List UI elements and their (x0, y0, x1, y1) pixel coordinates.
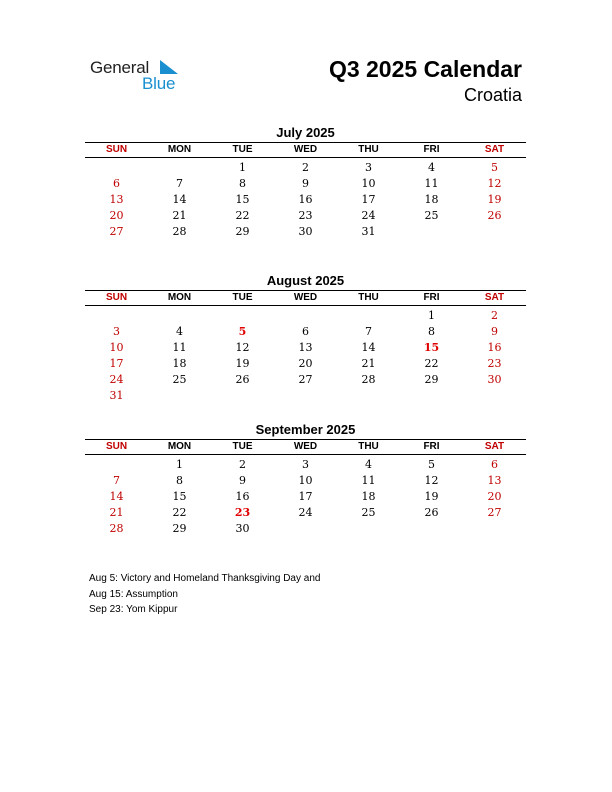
day-cell: 5 (491, 161, 498, 174)
day-cell: 28 (361, 373, 376, 386)
day-cell: 25 (172, 373, 187, 386)
week-row (85, 176, 526, 192)
week-row (85, 308, 526, 324)
page-subtitle: Croatia (463, 85, 522, 105)
day-cell: 18 (424, 193, 439, 206)
day-cell: 18 (172, 357, 187, 370)
day-cell: 18 (361, 490, 376, 503)
day-cell: 31 (361, 225, 376, 238)
week-row (85, 521, 526, 537)
day-cell: 3 (302, 458, 309, 471)
day-cell: 12 (487, 177, 502, 190)
day-cell: 14 (172, 193, 187, 206)
day-cell: 23 (298, 209, 313, 222)
day-header-sun: SUN (105, 292, 128, 303)
day-cell: 12 (424, 474, 439, 487)
day-cell: 29 (172, 522, 187, 535)
day-cell: 14 (109, 490, 124, 503)
week-row (85, 324, 526, 340)
day-header-thu: THU (358, 144, 379, 155)
day-cell: 6 (491, 458, 498, 471)
day-header-row (85, 439, 526, 455)
day-header-wed: WED (293, 441, 318, 452)
day-cell: 26 (424, 506, 439, 519)
day-cell: 29 (235, 225, 250, 238)
empty-day-cell (463, 224, 526, 240)
day-cell: 25 (361, 506, 376, 519)
week-row (85, 192, 526, 208)
day-cell: 24 (298, 506, 313, 519)
empty-day-cell (337, 388, 400, 404)
day-cell: 13 (298, 341, 313, 354)
week-row (85, 457, 526, 473)
day-cell: 25 (424, 209, 439, 222)
day-cell: 7 (365, 325, 372, 338)
day-cell: 28 (109, 522, 124, 535)
day-header-tue: TUE (232, 441, 253, 452)
day-cell: 19 (424, 490, 439, 503)
week-row (85, 489, 526, 505)
day-cell: 6 (302, 325, 309, 338)
week-row (85, 340, 526, 356)
holiday-note: Aug 15: Assumption (89, 588, 178, 600)
day-cell: 26 (235, 373, 250, 386)
day-cell: 28 (172, 225, 187, 238)
day-cell: 10 (109, 341, 124, 354)
day-cell: 24 (109, 373, 124, 386)
day-cell: 21 (109, 506, 124, 519)
day-cell: 1 (239, 161, 246, 174)
day-cell: 4 (428, 161, 435, 174)
day-header-fri: FRI (423, 292, 440, 303)
day-cell: 12 (235, 341, 250, 354)
day-cell: 30 (235, 522, 250, 535)
week-row (85, 356, 526, 372)
month-grid (85, 455, 526, 537)
day-cell: 10 (298, 474, 313, 487)
day-cell: 8 (239, 177, 246, 190)
day-header-sun: SUN (105, 441, 128, 452)
day-header-thu: THU (358, 292, 379, 303)
empty-day-cell (337, 521, 400, 537)
month-grid (85, 158, 526, 240)
day-cell: 17 (109, 357, 124, 370)
day-cell: 2 (491, 309, 498, 322)
empty-day-cell (463, 521, 526, 537)
empty-day-cell (337, 308, 400, 324)
week-row (85, 473, 526, 489)
day-header-fri: FRI (423, 144, 440, 155)
day-cell: 23 (487, 357, 502, 370)
month-grid (85, 306, 526, 404)
day-cell: 11 (361, 474, 376, 487)
day-cell: 4 (365, 458, 372, 471)
day-header-sat: SAT (484, 144, 505, 155)
empty-day-cell (274, 388, 337, 404)
empty-day-cell (85, 160, 148, 176)
empty-day-cell (463, 388, 526, 404)
day-header-sat: SAT (484, 441, 505, 452)
logo (90, 58, 190, 94)
day-cell: 14 (361, 341, 376, 354)
day-cell: 3 (113, 325, 120, 338)
day-header-wed: WED (293, 144, 318, 155)
week-row (85, 208, 526, 224)
month-title: September 2025 (255, 422, 356, 437)
holiday-note: Aug 5: Victory and Homeland Thanksgiving Day and (89, 573, 321, 584)
day-header-mon: MON (167, 292, 192, 303)
day-cell: 3 (365, 161, 372, 174)
month-september (85, 421, 526, 537)
day-cell: 19 (235, 357, 250, 370)
holiday-notes (89, 571, 320, 618)
empty-day-cell (274, 521, 337, 537)
day-cell: 9 (491, 325, 498, 338)
month-july (85, 124, 526, 240)
day-header-sat: SAT (484, 292, 505, 303)
day-cell: 22 (235, 209, 250, 222)
empty-day-cell (148, 160, 211, 176)
empty-day-cell (211, 308, 274, 324)
day-cell: 24 (361, 209, 376, 222)
month-title: July 2025 (276, 125, 335, 140)
day-cell: 2 (302, 161, 309, 174)
day-cell: 30 (298, 225, 313, 238)
day-cell: 17 (298, 490, 313, 503)
day-cell: 21 (361, 357, 376, 370)
week-row (85, 372, 526, 388)
day-cell: 27 (298, 373, 313, 386)
day-cell: 2 (239, 458, 246, 471)
day-cell: 1 (428, 309, 435, 322)
day-cell: 22 (172, 506, 187, 519)
day-header-mon: MON (167, 144, 192, 155)
day-cell: 4 (176, 325, 183, 338)
day-header-mon: MON (167, 441, 192, 452)
day-cell: 13 (109, 193, 124, 206)
day-cell: 27 (487, 506, 502, 519)
month-august (85, 272, 526, 404)
day-cell: 13 (487, 474, 502, 487)
logo-word-general: General (90, 58, 150, 77)
day-cell: 19 (487, 193, 502, 206)
day-header-tue: TUE (232, 144, 253, 155)
empty-day-cell (148, 388, 211, 404)
day-header-sun: SUN (105, 144, 128, 155)
day-cell: 11 (172, 341, 187, 354)
day-header-tue: TUE (232, 292, 253, 303)
day-cell: 5 (238, 325, 247, 338)
day-cell: 16 (298, 193, 313, 206)
day-header-thu: THU (358, 441, 379, 452)
empty-day-cell (148, 308, 211, 324)
day-cell: 6 (113, 177, 120, 190)
week-row (85, 224, 526, 240)
day-cell: 16 (487, 341, 502, 354)
empty-day-cell (400, 388, 463, 404)
day-header-fri: FRI (423, 441, 440, 452)
day-cell: 20 (109, 209, 124, 222)
day-header-row (85, 290, 526, 306)
day-cell: 30 (487, 373, 502, 386)
day-cell: 29 (424, 373, 439, 386)
day-cell: 17 (361, 193, 376, 206)
logo-flag-icon (160, 60, 178, 74)
day-cell: 9 (239, 474, 246, 487)
day-header-row (85, 142, 526, 158)
day-cell: 26 (487, 209, 502, 222)
day-cell: 15 (423, 341, 440, 354)
empty-day-cell (274, 308, 337, 324)
day-cell: 9 (302, 177, 309, 190)
day-cell: 15 (235, 193, 250, 206)
day-cell: 22 (424, 357, 439, 370)
empty-day-cell (400, 521, 463, 537)
day-cell: 16 (235, 490, 250, 503)
day-cell: 23 (234, 506, 251, 519)
day-cell: 7 (176, 177, 183, 190)
day-cell: 20 (298, 357, 313, 370)
holiday-note: Sep 23: Yom Kippur (89, 604, 178, 615)
empty-day-cell (400, 224, 463, 240)
week-row (85, 160, 526, 176)
day-cell: 20 (487, 490, 502, 503)
day-cell: 10 (361, 177, 376, 190)
logo-word-blue: Blue (142, 74, 176, 93)
day-header-wed: WED (293, 292, 318, 303)
day-cell: 8 (176, 474, 183, 487)
month-title: August 2025 (266, 273, 345, 288)
empty-day-cell (85, 308, 148, 324)
empty-day-cell (211, 388, 274, 404)
page-title: Q3 2025 Calendar (328, 56, 522, 82)
day-cell: 7 (113, 474, 120, 487)
day-cell: 15 (172, 490, 187, 503)
week-row (85, 505, 526, 521)
day-cell: 1 (176, 458, 183, 471)
day-cell: 21 (172, 209, 187, 222)
week-row (85, 388, 526, 404)
day-cell: 27 (109, 225, 124, 238)
day-cell: 11 (424, 177, 439, 190)
day-cell: 8 (428, 325, 435, 338)
day-cell: 5 (428, 458, 435, 471)
day-cell: 31 (109, 389, 124, 402)
empty-day-cell (85, 457, 148, 473)
